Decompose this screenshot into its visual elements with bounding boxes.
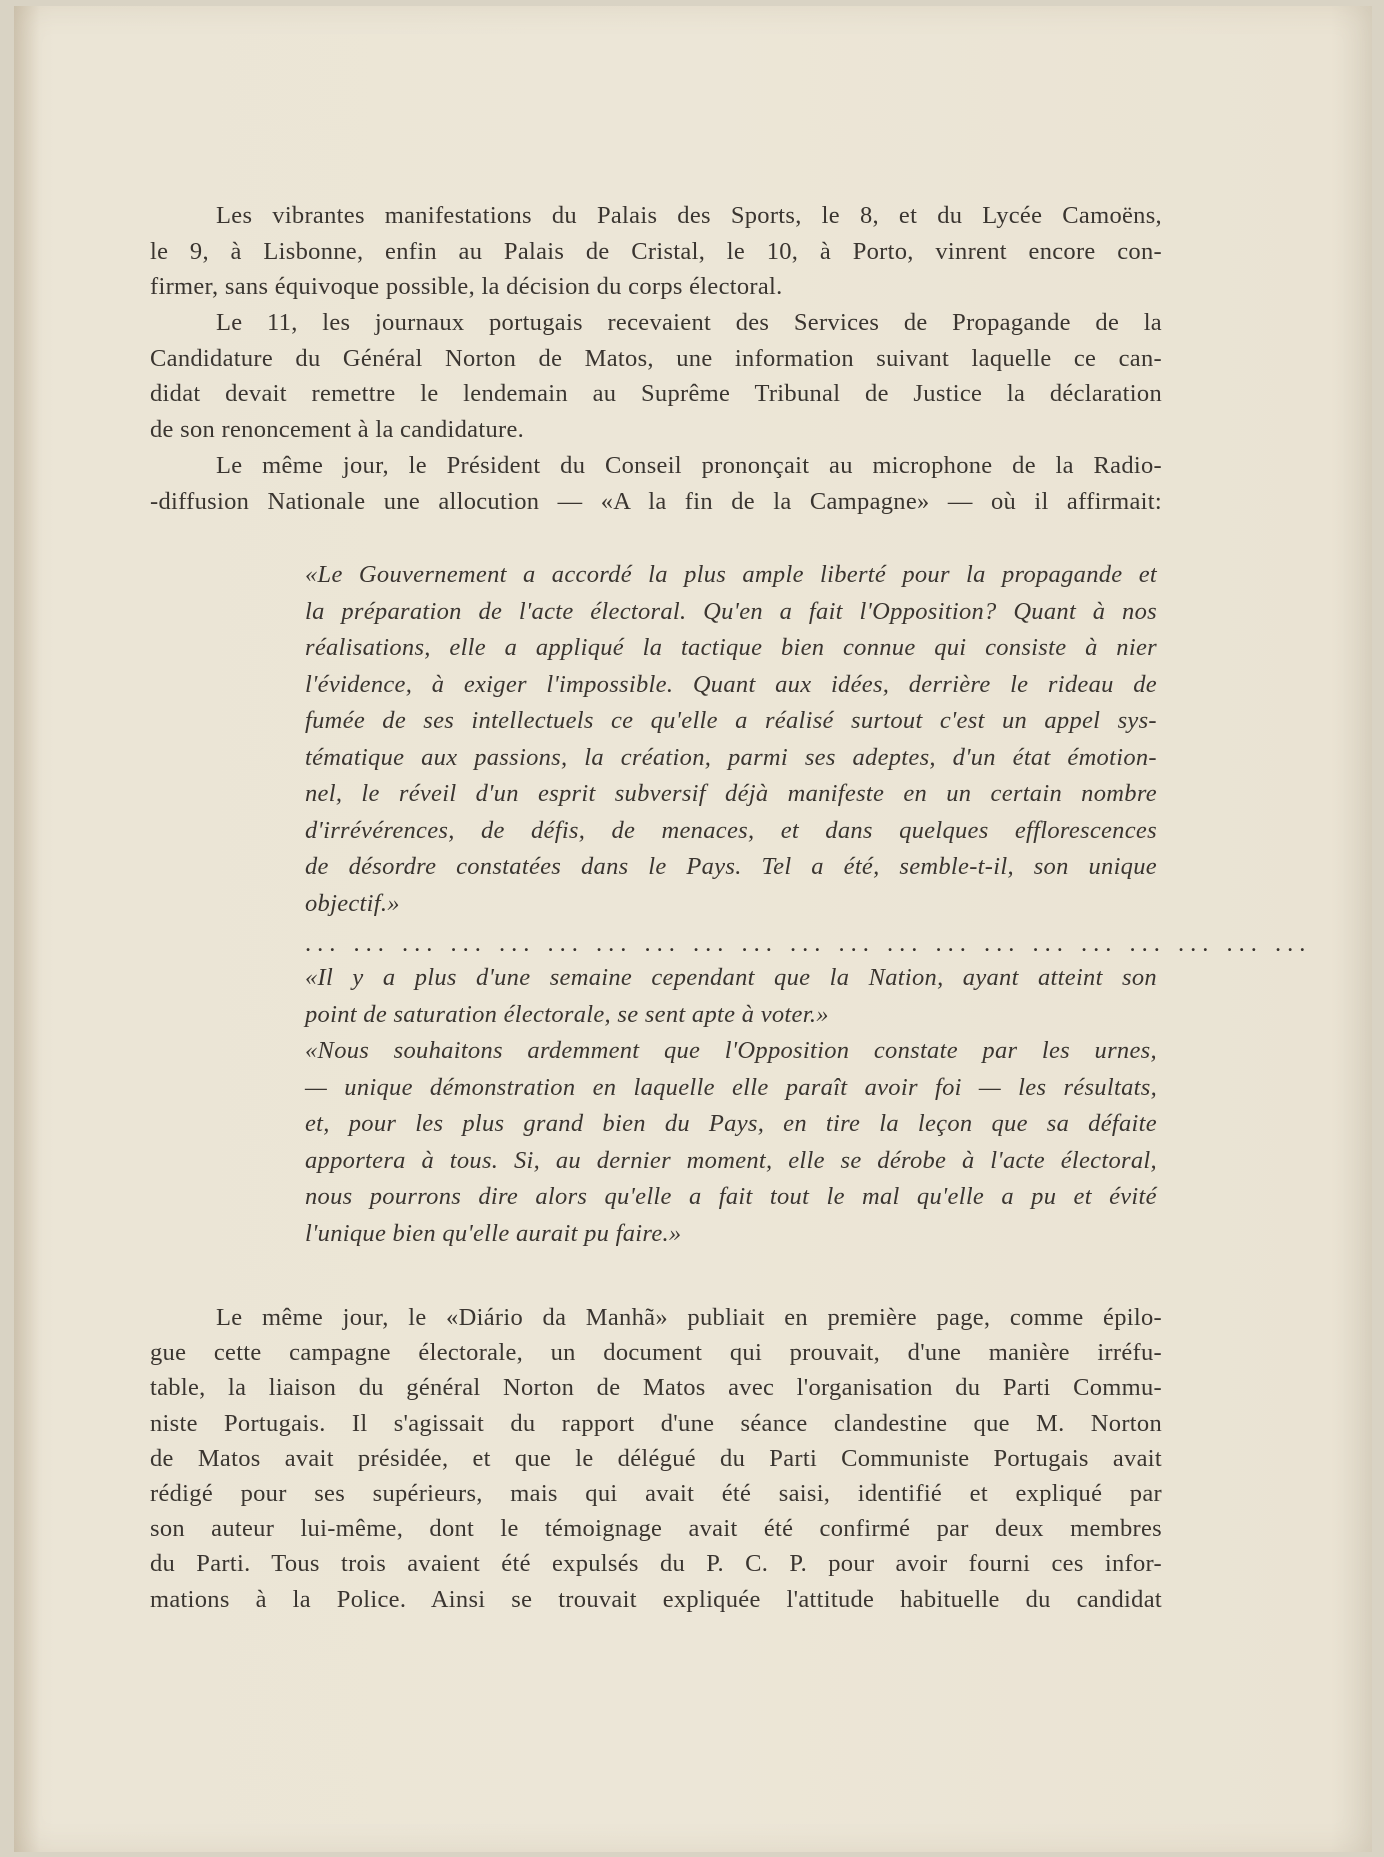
paragraph-2	[150, 305, 1162, 447]
quote-line: d'irrévérences, de défis, de menaces, et dans quelques efflorescences	[305, 816, 1157, 844]
ellipsis-dots: ... ... ... ... ... ... ... ... ... ... ... ... ... ... ... ... ... ... ... ... ...	[305, 930, 1312, 957]
quote-line: la préparation de l'acte électoral. Qu'en a fait l'Opposition? Quant à nos	[305, 597, 1157, 625]
text-line: niste Portugais. Il s'agissait du rapport d'une séance clandestine que M. Norton	[150, 1409, 1162, 1437]
quote-line: «Nous souhaitons ardemment que l'Opposition constate par les urnes,	[305, 1037, 1157, 1064]
text-line: mations à la Police. Ainsi se trouvait expliquée l'attitude habituelle du candidat	[150, 1585, 1162, 1613]
text-line: didat devait remettre le lendemain au Suprême Tribunal de Justice la déclaration	[150, 380, 1162, 408]
text-line: son auteur lui-même, dont le témoignage avait été confirmé par deux membres	[150, 1515, 1162, 1543]
quote-line: objectif.»	[305, 889, 400, 917]
page-edge-shadow	[14, 6, 40, 1852]
text-line: Les vibrantes manifestations du Palais des Sports, le 8, et du Lycée Camoëns,	[216, 202, 1162, 229]
quote-line: de désordre constatées dans le Pays. Tel a été, semble-t-il, son unique	[305, 853, 1157, 880]
quote-line: réalisations, elle a appliqué la tactique bien connue qui consiste à nier	[305, 634, 1157, 661]
quotation-block	[305, 557, 1157, 922]
text-line: Le même jour, le «Diário da Manhã» publiait en première page, comme épilo-	[216, 1304, 1162, 1331]
text-line: rédigé pour ses supérieurs, mais qui avait été saisi, identifié et expliqué par	[150, 1480, 1162, 1508]
text-line: -diffusion Nationale une allocution — «A la fin de la Campagne» — où il affirmait:	[150, 487, 1162, 515]
quote-line: l'unique bien qu'elle aurait pu faire.»	[305, 1219, 682, 1247]
text-line: le 9, à Lisbonne, enfin au Palais de Cristal, le 10, à Porto, vinrent encore con-	[150, 237, 1162, 265]
text-line: du Parti. Tous trois avaient été expulsés du P. C. P. pour avoir fourni ces infor-	[150, 1550, 1162, 1578]
quote-line: apportera à tous. Si, au dernier moment, elle se dérobe à l'acte électoral,	[305, 1146, 1157, 1174]
quote-line: — unique démonstration en laquelle elle paraît avoir foi — les résultats,	[305, 1073, 1157, 1101]
quote-line: «Le Gouvernement a accordé la plus ample liberté pour la propagande et	[305, 561, 1157, 588]
quote-line: et, pour les plus grand bien du Pays, en tire la leçon que sa défaite	[305, 1110, 1157, 1137]
quote-line: nel, le réveil d'un esprit subversif déjà manifeste en un certain nombre	[305, 780, 1157, 807]
quotation-block-2	[305, 960, 1157, 1033]
text-line: Le même jour, le Président du Conseil prononçait au microphone de la Radio-	[216, 452, 1162, 479]
quotation-block-3	[305, 1033, 1157, 1252]
quote-line: «Il y a plus d'une semaine cependant que la Nation, ayant atteint son	[305, 964, 1157, 991]
text-line: de Matos avait présidée, et que le délégué du Parti Communiste Portugais avait	[150, 1444, 1162, 1472]
quote-line: fumée de ses intellectuels ce qu'elle a réalisé surtout c'est un appel sys-	[305, 707, 1157, 734]
quote-line: nous pourrons dire alors qu'elle a fait tout le mal qu'elle a pu et évité	[305, 1183, 1157, 1210]
text-line: gue cette campagne électorale, un document qui prouvait, d'une manière irréfu-	[150, 1339, 1162, 1367]
text-line: Le 11, les journaux portugais recevaient des Services de Propagande de la	[216, 309, 1162, 336]
ellipsis-row	[305, 926, 1312, 963]
paragraph-3	[150, 448, 1162, 519]
text-line: Candidature du Général Norton de Matos, une information suivant laquelle ce can-	[150, 344, 1162, 372]
text-line: de son renoncement à la candidature.	[150, 415, 525, 443]
text-line: firmer, sans équivoque possible, la décision du corps électoral.	[150, 273, 783, 301]
paragraph-1	[150, 198, 1162, 305]
quote-line: l'évidence, à exiger l'impossible. Quant aux idées, derrière le rideau de	[305, 670, 1157, 698]
quote-line: tématique aux passions, la création, parmi ses adeptes, d'un état émotion-	[305, 743, 1157, 771]
text-line: table, la liaison du général Norton de Matos avec l'organisation du Parti Commu-	[150, 1374, 1162, 1402]
paragraph-4	[150, 1300, 1162, 1617]
quote-line: point de saturation électorale, se sent apte à voter.»	[305, 1000, 829, 1028]
